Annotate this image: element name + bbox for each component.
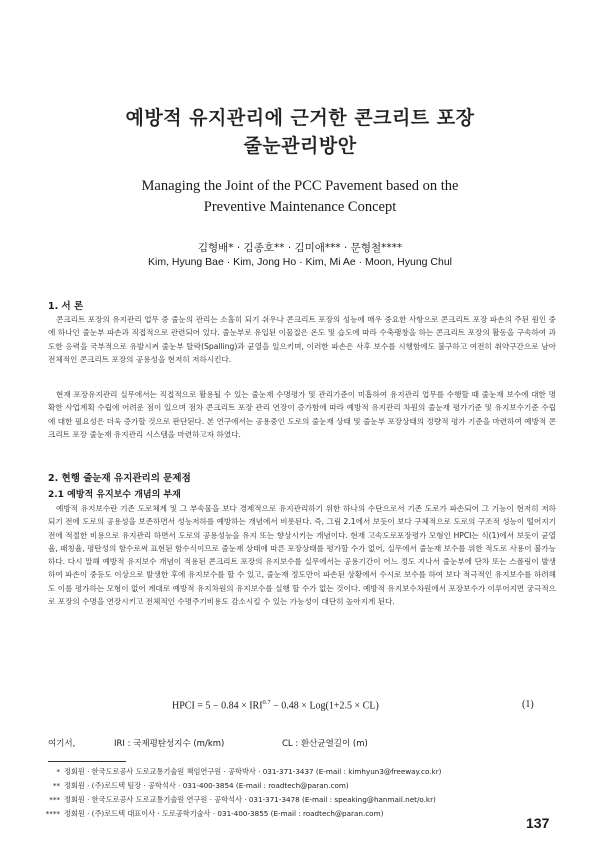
equation-rhs: − 0.48 × Log(1+2.5 × CL) (270, 700, 379, 712)
paper-title-ko-line2: 줄눈관리방안 (243, 135, 357, 157)
footnote-mark: * (56, 767, 60, 776)
footnote-mark: **** (45, 809, 60, 818)
footnote-4 (34, 809, 554, 819)
hpci-equation (172, 699, 379, 711)
where-label: 여기서, (48, 739, 76, 749)
footnote-text: 정회원 · 한국도로공사 도로교통기술원 연구원 · 공학석사 · 031-371-3478 (E-mail : speaking@hanmail.net/o.kr) (64, 795, 436, 804)
section-2-heading: 2. 현행 줄눈재 유지관리의 문제점 (48, 473, 191, 484)
equation-exponent: 0.7 (262, 699, 271, 706)
footnote-1 (34, 767, 554, 777)
footnote-2 (34, 781, 554, 791)
footnote-mark: *** (49, 795, 60, 804)
footnote-text: 정회원 · (주)로드텍 팀장 · 공학석사 · 031-400-3854 (E-mail : roadtech@paran.com) (64, 781, 349, 790)
paper-title-en-line2: Preventive Maintenance Concept (203, 199, 397, 215)
equation-lhs: HPCI = 5 − 0.84 × IRI (172, 700, 263, 712)
authors-ko: 김형배* · 김종호** · 김미애*** · 문형철**** (197, 242, 403, 254)
footnote-mark: ** (52, 781, 60, 790)
section-2-1-heading: 2.1 예방적 유지보수 개념의 부재 (48, 490, 181, 500)
where-iri-definition: IRI : 국제평탄성지수 (m/km) (114, 739, 225, 749)
section-2-1-paragraph: 예방적 유지보수란 기존 도로체계 및 그 부속물을 보다 경제적으로 유지관리하기 위한 하나의 수단으로서 기존 도로가 파손되어 그 기능이 현저히 저하되기 전에 도로의 공용성을 보존하면서 성능저하를 예방하는 개념에서 비롯된다. 즉, 그림 2.1에서 보듯이 보다 구체적으로 도로의 구조적 성능이 떨어지기 전에 적절한 비용으로 유지관리 하면서 도로의 공용성능을 유지 또는 향상시키는 개념이다. 현재 고속도로포장평가 모형인 HPCI는 식(1)에서 보듯이 균열율, 패칭율, 평탄성의 함수로써 표현된 함수식이므로 줄눈재 상태에 따른 포장상태를 평가할 수가 없어, 실무에서 줄눈재 보수를 위한 적도로 사용이 불가능하다. 다시 말해 예방적 유지보수 개념이 적용된 콘크리트 포장의 유지보수를 실무에서는 공용기간이 어느 정도 지나서 줄눈부에 단차 또는 스폴링이 발생하여 파손이 중등도 이상으로 발생한 후에 유지보수를 할 수 있고, 줄눈재 정도만이 파손된 상황에서 수시로 보수를 하여 보다 적극적인 유지보수를 하려해도 이를 평가하는 모형이 없어 계대로 예방적 유지차원의 유지보수를 실행 할 수가 없는 것이다. 예방적 유지보수차원에서 포장보수가 이루어지면 궁극적으로 포장의 수명을 연장시키고 전체적인 수명주기비용도 감소시킬 수 있는 가능성이 대단히 높아지게 된다. (48, 504, 556, 607)
equation-number: (1) (522, 699, 534, 710)
footnote-divider (48, 761, 126, 762)
footnote-3 (34, 795, 554, 805)
authors-en: Kim, Hyung Bae · Kim, Jong Ho · Kim, Mi Ae · Moon, Hyung Chul (147, 256, 453, 268)
paper-title-en-line1: Managing the Joint of the PCC Pavement based on the (141, 178, 459, 194)
section-1-paragraph-1: 콘크리트 포장의 유지관리 업무 중 줄눈의 관리는 소홀히 되기 쉬우나 콘크리트 포장의 성능에 매우 중요한 사항으로 콘크리트 포장 파손의 주된 원인 중에 하나인 줄눈부 파손과 직접적으로 관련되어 있다. 줄눈부로 유입된 이물질은 온도 및 습도에 따라 수축팽창을 하는 콘크리트 포장의 활동을 구속하여 과도한 응력을 국부적으로 유발시켜 줄눈부 탈락(Spalling)과 균열을 일으키며, 이러한 파손은 사후 보수를 시행함에도 불구하고 여전히 취약구간으로 남아 전체적인 콘크리트 포장의 공용성을 현저히 저하시킨다. (48, 315, 556, 364)
footnote-text: 정회원 · 한국도로공사 도로교통기술원 책임연구원 · 공학박사 · 031-371-3437 (E-mail : kimhyun3@freeway.co.kr) (64, 767, 442, 776)
where-cl-definition: CL : 환산균열길이 (m) (282, 739, 368, 749)
section-1-paragraph-2: 현재 포장유지관리 실무에서는 직접적으로 활용될 수 있는 줄눈재 수명평가 및 관리기준이 미흡하여 유지관리 업무를 수행할 때 줄눈재 보수에 대한 명확한 사업계획 수립에 어려운 점이 있으며 점차 콘크리트 포장 관리 연장이 증가함에 따라 예방적 유지관리 차원의 줄눈재 평가기준 및 유지보수기준 수립에 대한 필요성은 더욱 증가할 것으로 판단된다. 본 연구에서는 공용중인 도로의 줄눈재 상태 및 줄눈부 포장상태의 정량적 평가 기준을 마련하여 예방적 콘크리트 포장 줄눈재 유지관리 시스템을 마련하고자 하였다. (48, 390, 556, 439)
section-1-heading: 1. 서 론 (48, 301, 84, 312)
paper-title-ko-line1: 예방적 유지관리에 근거한 콘크리트 포장 (125, 107, 475, 129)
page-number: 137 (526, 815, 550, 831)
footnote-text: 정회원 · (주)로드텍 대표이사 · 도로공학기술사 · 031-400-3855 (E-mail : roadtech@paran.com) (64, 809, 384, 818)
